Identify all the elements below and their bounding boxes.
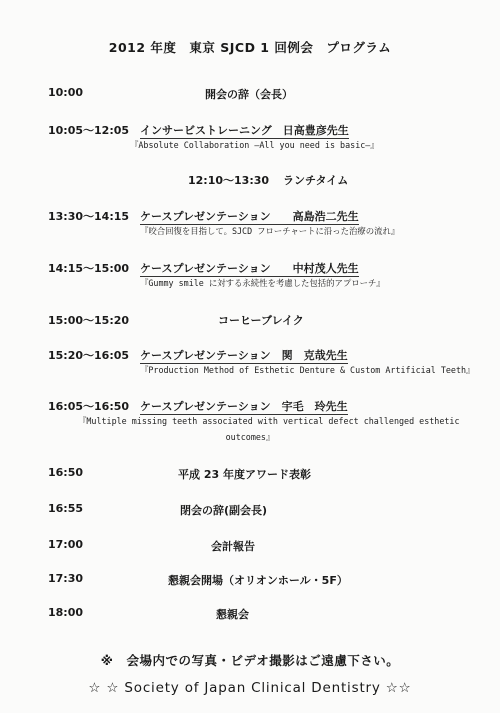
society-footer: ☆ ☆ Society of Japan Clinical Dentistry ☆☆ bbox=[88, 680, 412, 696]
subtitle-in-service-training: 『Absolute Collaboration ―All you need is basic―』 bbox=[130, 140, 379, 150]
subtitle-case-nakamura: 『Gummy smile に対する永続性を考慮した包括的アプローチ』 bbox=[140, 278, 385, 288]
time-1500: 15:00～15:20 bbox=[48, 314, 130, 327]
subtitle-case-seki: 『Production Method of Esthetic Denture & Custom Artificial Teeth』 bbox=[140, 365, 475, 375]
time-1330: 13:30～14:15 bbox=[48, 210, 130, 223]
time-1005: 10:05～12:05 bbox=[48, 124, 130, 137]
subtitle-case-ukemo-line2: outcomes』 bbox=[225, 432, 275, 442]
event-in-service-training: インサービストレーニング 日高豊彦先生 bbox=[140, 124, 349, 137]
time-1730: 17:30 bbox=[48, 572, 84, 585]
time-1415: 14:15～15:00 bbox=[48, 262, 130, 275]
subtitle-case-takashima: 『咬合回復を目指して。SJCD フローチャートに沿った治療の流れ』 bbox=[140, 226, 400, 236]
time-1700: 17:00 bbox=[48, 538, 84, 551]
event-opening: 開会の辞（会長） bbox=[205, 88, 293, 101]
time-1800: 18:00 bbox=[48, 606, 84, 619]
event-award: 平成 23 年度アワード表彰 bbox=[178, 468, 311, 481]
time-1210: 12:10～13:30 bbox=[188, 174, 270, 187]
time-1650: 16:50 bbox=[48, 466, 84, 479]
time-1655: 16:55 bbox=[48, 502, 84, 515]
event-party: 懇親会 bbox=[216, 608, 249, 621]
time-1520: 15:20～16:05 bbox=[48, 349, 130, 362]
event-lunch: ランチタイム bbox=[283, 174, 349, 187]
time-1605: 16:05～16:50 bbox=[48, 400, 130, 413]
photo-notice: ※ 会場内での写真・ビデオ撮影はご遠慮下さい。 bbox=[100, 653, 400, 668]
event-case-ukemo: ケースプレゼンテーション 宇毛 玲先生 bbox=[140, 400, 348, 413]
event-party-open: 懇親会開場（オリオンホール・5F） bbox=[168, 574, 348, 587]
event-coffee-break: コーヒーブレイク bbox=[218, 314, 304, 327]
event-case-takashima: ケースプレゼンテーション 高島浩二先生 bbox=[140, 210, 359, 223]
time-1000: 10:00 bbox=[48, 86, 84, 99]
event-case-seki: ケースプレゼンテーション 関 克哉先生 bbox=[140, 349, 348, 362]
subtitle-case-ukemo: 『Multiple missing teeth associated with vertical defect challenged esthetic bbox=[78, 416, 460, 426]
program-title: 2012 年度 東京 SJCD 1 回例会 プログラム bbox=[108, 40, 392, 55]
event-closing: 閉会の辞(副会長) bbox=[180, 504, 268, 517]
event-accounting-report: 会計報告 bbox=[211, 540, 255, 553]
event-case-nakamura: ケースプレゼンテーション 中村茂人先生 bbox=[140, 262, 359, 275]
